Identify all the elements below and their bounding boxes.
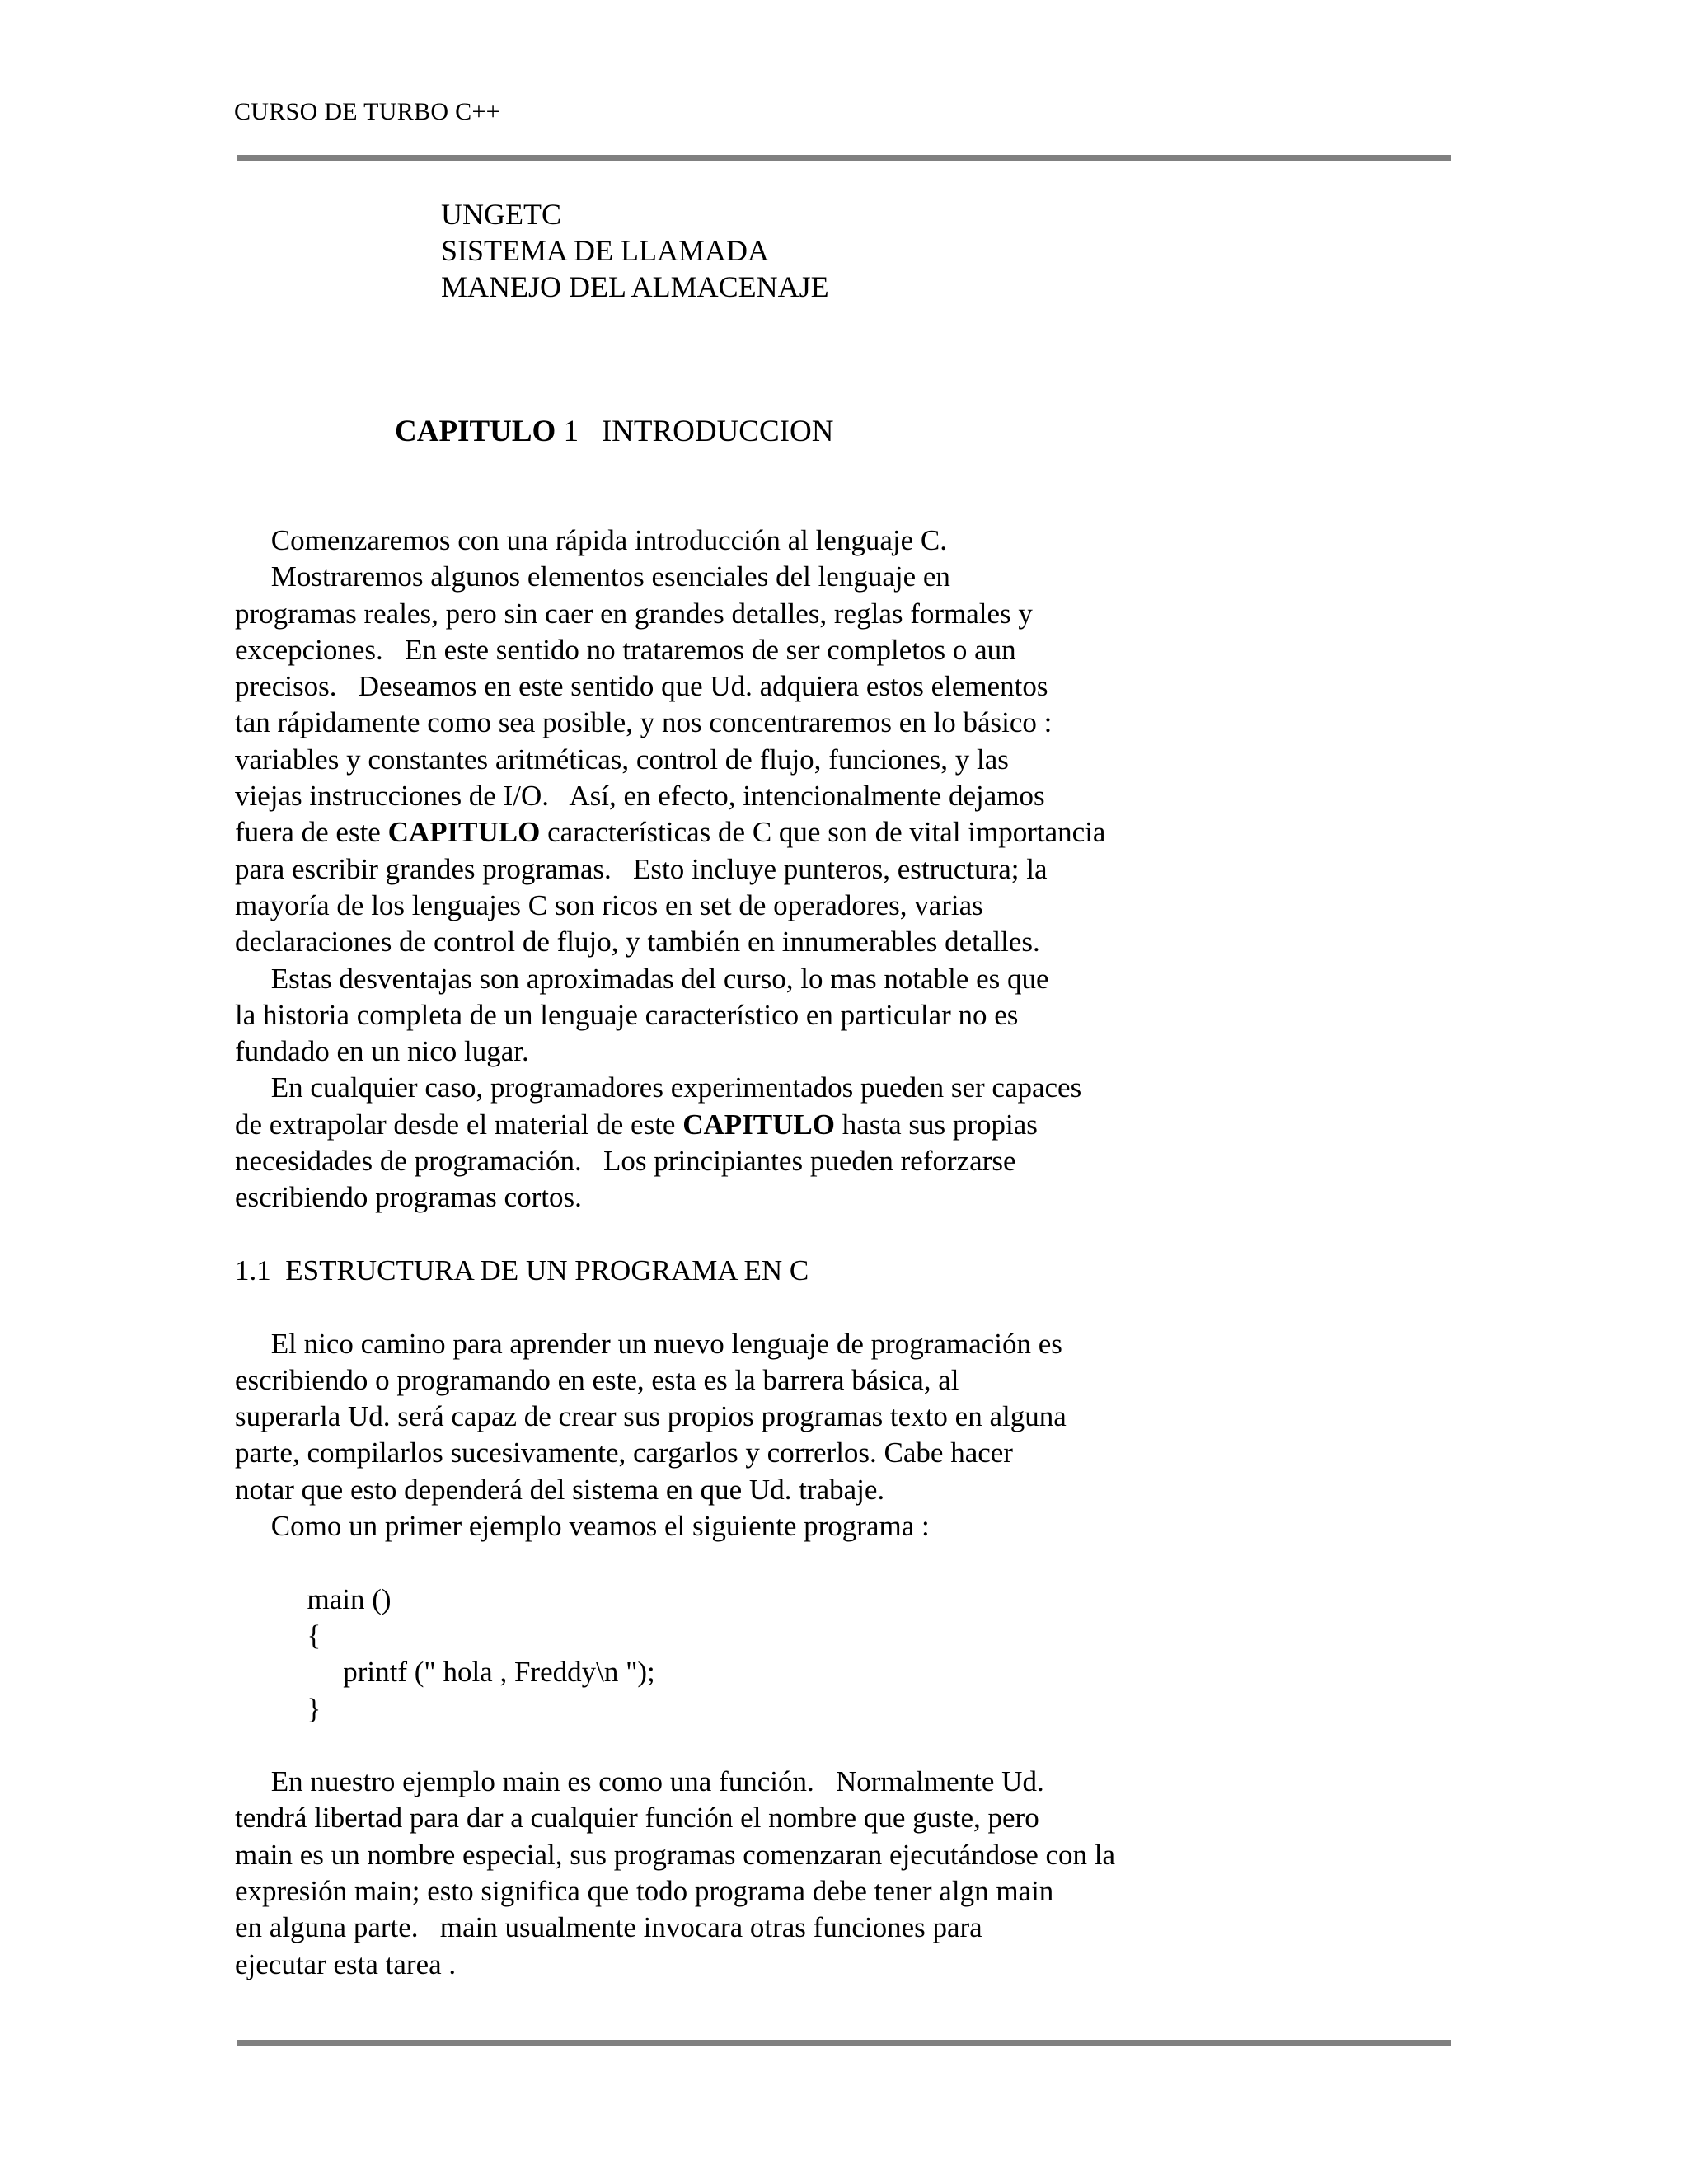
text-line: variables y constantes aritméticas, control de flujo, funciones, y las (235, 743, 1009, 776)
spacer (235, 1544, 1306, 1581)
text-line: Estas desventajas son aproximadas del curso, lo mas notable es que (235, 962, 1049, 995)
header-rule (237, 155, 1451, 161)
code-line: main () (235, 1582, 392, 1615)
text-line: tan rápidamente como sea posible, y nos concentraremos en lo básico : (235, 706, 1053, 739)
text-line: Como un primer ejemplo veamos el siguiente programa : (235, 1510, 930, 1543)
text-line (235, 814, 1306, 851)
text-run: características de C que son de vital importancia (540, 816, 1106, 849)
spacer (235, 1727, 1306, 1764)
text-line: excepciones. En este sentido no trataremos de ser completos o aun (235, 633, 1016, 666)
text-line: programas reales, pero sin caer en grandes detalles, reglas formales y (235, 597, 1033, 630)
text-line: precisos. Deseamos en este sentido que Ud. adquiera estos elementos (235, 670, 1048, 703)
topic-list (441, 196, 829, 305)
code-example (235, 1582, 1306, 1727)
body-text (235, 523, 1306, 1983)
text-line: Mostraremos algunos elementos esenciales del lenguaje en (235, 560, 950, 593)
text-line: tendrá libertad para dar a cualquier función el nombre que guste, pero (235, 1802, 1039, 1835)
text-line: la historia completa de un lenguaje característico en particular no es (235, 998, 1019, 1031)
text-line: superarla Ud. será capaz de crear sus propios programas texto en alguna (235, 1400, 1067, 1433)
text-line: En cualquier caso, programadores experimentados pueden ser capaces (235, 1071, 1082, 1104)
text-line: en alguna parte. main usualmente invocara otras funciones para (235, 1911, 982, 1944)
topic-line: SISTEMA DE LLAMADA (441, 234, 770, 267)
footer-rule (237, 2040, 1451, 2046)
topic-line: MANEJO DEL ALMACENAJE (441, 270, 829, 303)
spacer (235, 1289, 1306, 1325)
chapter-title (395, 414, 833, 450)
code-line: printf (" hola , Freddy\n "); (235, 1656, 655, 1689)
text-line: mayoría de los lenguajes C son ricos en set de operadores, varias (235, 888, 983, 921)
text-line: viejas instrucciones de I/O. Así, en efecto, intencionalmente dejamos (235, 780, 1045, 813)
text-line: En nuestro ejemplo main es como una función. Normalmente Ud. (235, 1765, 1044, 1798)
text-run: fuera de este (235, 816, 388, 849)
intro-paragraphs (235, 523, 1306, 1216)
text-run: de extrapolar desde el material de este (235, 1108, 683, 1141)
closing-paragraph (235, 1764, 1306, 1983)
chapter-label: CAPITULO (395, 415, 556, 448)
text-line: para escribir grandes programas. Esto incluye punteros, estructura; la (235, 852, 1048, 885)
text-line: fundado en un nico lugar. (235, 1035, 529, 1068)
text-line: escribiendo programas cortos. (235, 1181, 582, 1214)
chapter-number-title: 1 INTRODUCCION (556, 415, 834, 448)
text-run: hasta sus propias (834, 1108, 1038, 1141)
section-heading: 1.1 ESTRUCTURA DE UN PROGRAMA EN C (235, 1254, 809, 1286)
bold-term: CAPITULO (387, 816, 541, 849)
bold-term: CAPITULO (682, 1108, 835, 1141)
text-line: El nico camino para aprender un nuevo lenguaje de programación es (235, 1327, 1062, 1360)
code-line: { (235, 1619, 321, 1652)
text-line: notar que esto dependerá del sistema en que Ud. trabaje. (235, 1473, 885, 1506)
spacer (235, 1216, 1306, 1253)
running-header: CURSO DE TURBO C++ (234, 98, 500, 125)
code-line: } (235, 1692, 321, 1725)
text-line: parte, compilarlos sucesivamente, cargarlos y correrlos. Cabe hacer (235, 1436, 1013, 1469)
topic-line: UNGETC (441, 198, 561, 231)
text-line: ejecutar esta tarea . (235, 1947, 457, 1980)
section-paragraphs (235, 1326, 1306, 1545)
text-line: Comenzaremos con una rápida introducción al lenguaje C. (235, 524, 948, 556)
text-line: expresión main; esto significa que todo programa debe tener algn main (235, 1874, 1054, 1907)
text-line: necesidades de programación. Los principiantes pueden reforzarse (235, 1145, 1016, 1178)
text-line: declaraciones de control de flujo, y también en innumerables detalles. (235, 926, 1040, 958)
text-line (235, 1107, 1306, 1143)
text-line: main es un nombre especial, sus programas comenzaran ejecutándose con la (235, 1838, 1116, 1871)
text-line: escribiendo o programando en este, esta es la barrera básica, al (235, 1363, 959, 1396)
